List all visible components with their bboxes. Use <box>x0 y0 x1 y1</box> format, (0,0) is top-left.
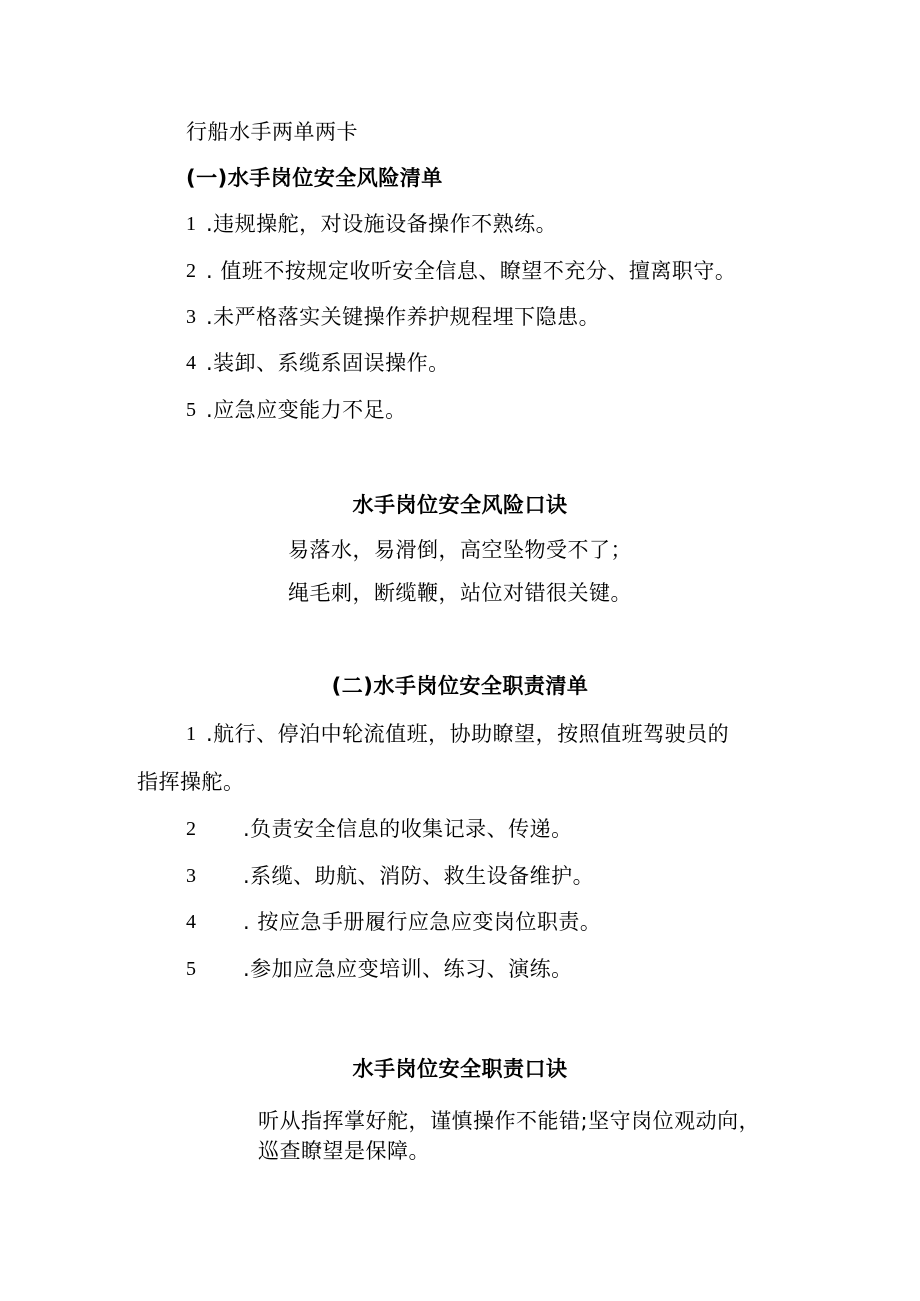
item-text: .航行、停泊中轮流值班，协助瞭望，按照值班驾驶员的 <box>206 722 730 746</box>
item-number: 5 <box>186 399 196 421</box>
item-text: .参加应急应变培训、练习、演练。 <box>243 957 573 981</box>
item-text: .装卸、系缆系固误操作。 <box>206 351 450 375</box>
item-number: 3 <box>186 865 196 887</box>
risk-rhyme-line: 绳毛刺，断缆鞭，站位对错很关键。 <box>288 581 632 605</box>
item-text: .未严格落实关键操作养护规程埋下隐患。 <box>206 305 601 329</box>
item-number: 1 <box>186 723 196 745</box>
item-number: 2 <box>186 260 196 282</box>
item-text: .违规操舵，对设施设备操作不熟练。 <box>206 212 558 236</box>
item-text: .负责安全信息的收集记录、传递。 <box>243 817 573 841</box>
duty-rhyme-text: 听从指挥掌好舵，谨慎操作不能错;坚守岗位观动向，巡查瞭望是保障。 <box>258 1109 761 1163</box>
document-title: 行船水手两单两卡 <box>186 120 358 144</box>
duty-list-heading: (二)水手岗位安全职责清单 <box>331 674 589 698</box>
item-text: .应急应变能力不足。 <box>206 398 407 422</box>
item-text-continuation: 指挥操舵。 <box>137 770 245 794</box>
item-text: .系缆、助航、消防、救生设备维护。 <box>243 864 595 888</box>
item-number: 3 <box>186 306 196 328</box>
item-number: 1 <box>186 213 196 235</box>
item-text: . 按应急手册履行应急应变岗位职责。 <box>243 910 602 934</box>
risk-list-heading: (一)水手岗位安全风险清单 <box>186 166 443 190</box>
item-text: . 值班不按规定收听安全信息、瞭望不充分、擅离职守。 <box>206 259 737 283</box>
item-number: 4 <box>186 911 196 933</box>
item-number: 4 <box>186 352 196 374</box>
risk-rhyme-line: 易落水，易滑倒，高空坠物受不了； <box>288 538 632 562</box>
duty-rhyme-heading: 水手岗位安全职责口诀 <box>352 1057 568 1081</box>
risk-rhyme-heading: 水手岗位安全风险口诀 <box>352 493 568 517</box>
item-number: 5 <box>186 958 196 980</box>
item-number: 2 <box>186 818 196 840</box>
